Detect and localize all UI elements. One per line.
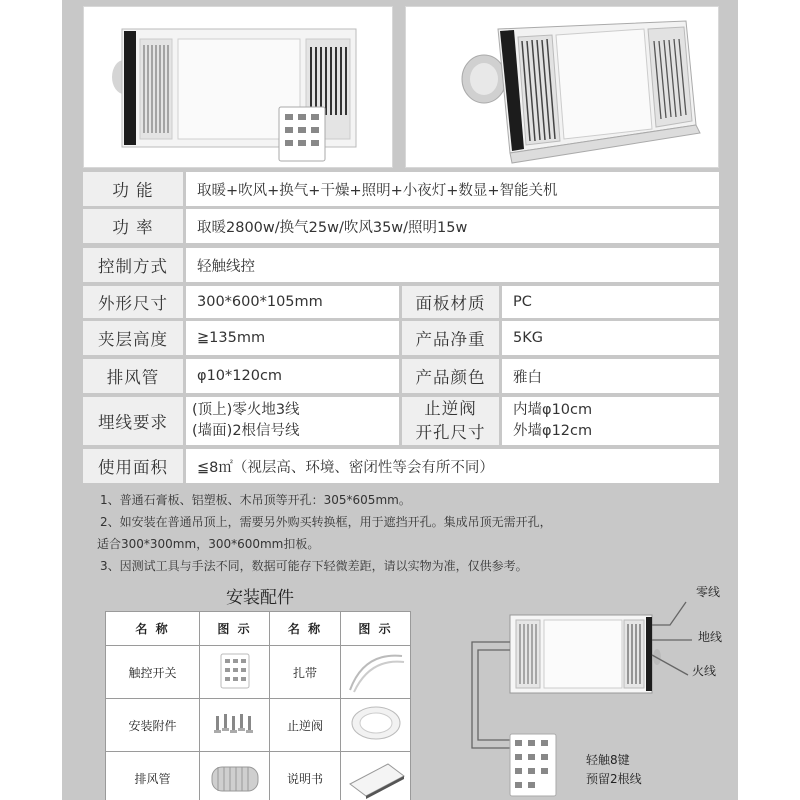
accessory-name: 扎带 [270, 646, 341, 699]
spec-label-secondary: 产品净重 [402, 321, 499, 355]
spec-row-size [83, 286, 719, 318]
spec-row-power [83, 209, 719, 243]
note-line: 3、因测试工具与手法不同，数据可能存下轻微差距，请以实物为准，仅供参考。 [100, 559, 528, 573]
spec-label-line: 止逆阀 [424, 399, 477, 418]
spec-row-duct [83, 359, 719, 393]
spec-value-line: (顶上)零火地3线 [192, 402, 300, 418]
accessory-image [341, 646, 411, 699]
spec-value [186, 397, 399, 445]
wire-label-zero: 零线 [696, 585, 721, 599]
accessory-name: 说明书 [270, 752, 341, 800]
table-row [106, 752, 411, 800]
install-notes [94, 489, 552, 577]
spec-value: φ10*120cm [186, 359, 399, 393]
spec-label-secondary [402, 397, 499, 445]
accessory-image [200, 752, 270, 800]
spec-value: 取暖2800w/换气25w/吹风35w/照明15w [186, 209, 719, 243]
spec-value: 轻触线控 [186, 248, 719, 282]
table-row [106, 699, 411, 752]
spec-label: 埋线要求 [83, 397, 183, 445]
column-header: 图 示 [341, 612, 411, 646]
heater-front-illustration [84, 7, 393, 168]
spec-value-line: (墙面)2根信号线 [192, 423, 300, 439]
spec-row-function [83, 172, 719, 206]
spec-row-area [83, 449, 719, 483]
cable-tie-icon [344, 648, 408, 694]
column-header: 名 称 [270, 612, 341, 646]
accessory-name: 触控开关 [106, 646, 200, 699]
spec-value: 取暖+吹风+换气+干燥+照明+小夜灯+数显+智能关机 [186, 172, 719, 206]
column-header: 图 示 [200, 612, 270, 646]
accessory-name: 止逆阀 [270, 699, 341, 752]
switch-caption-line1: 轻触8键 [586, 753, 630, 767]
spec-value-secondary: PC [502, 286, 719, 318]
manual-icon [344, 754, 408, 800]
spec-label: 控制方式 [83, 248, 183, 282]
spec-label-secondary: 产品颜色 [402, 359, 499, 393]
spec-value: ≧135mm [186, 321, 399, 355]
spec-label: 功 率 [83, 209, 183, 243]
wire-label-fire: 火线 [692, 664, 717, 678]
spec-label-line: 开孔尺寸 [415, 423, 486, 442]
spec-label-secondary: 面板材质 [402, 286, 499, 318]
check-valve-icon [346, 701, 406, 747]
accessory-image [341, 699, 411, 752]
exhaust-duct-icon [206, 755, 264, 799]
accessories-header-row [106, 612, 411, 646]
spec-value-secondary [502, 397, 719, 445]
spec-row-control [83, 248, 719, 282]
heater-angled-illustration [406, 7, 719, 168]
switch-caption-line2: 预留2根线 [586, 772, 642, 786]
spec-label: 功 能 [83, 172, 183, 206]
spec-row-height [83, 321, 719, 355]
spec-value: 300*600*105mm [186, 286, 399, 318]
product-photo-angled [405, 6, 719, 168]
accessory-image [341, 752, 411, 800]
spec-label: 使用面积 [83, 449, 183, 483]
spec-label: 排风管 [83, 359, 183, 393]
spec-label: 夹层高度 [83, 321, 183, 355]
wire-label-ground: 地线 [698, 630, 723, 644]
accessory-name: 安装附件 [106, 699, 200, 752]
spec-value-line: 内墙φ10cm [513, 402, 593, 418]
spec-value-secondary: 雅白 [502, 359, 719, 393]
mounting-hardware-icon [210, 706, 260, 742]
spec-value-secondary: 5KG [502, 321, 719, 355]
spec-row-wiring [83, 397, 719, 445]
spec-value-line: 外墙φ12cm [513, 423, 593, 439]
accessories-table [105, 611, 411, 800]
spec-value: ≦8㎡（视层高、环境、密闭性等会有所不同） [186, 449, 719, 483]
note-line: 1、普通石膏板、铝塑板、木吊顶等开孔：305*605mm。 [100, 493, 411, 507]
product-photo-front [83, 6, 393, 168]
spec-label: 外形尺寸 [83, 286, 183, 318]
accessory-image [200, 699, 270, 752]
touch-switch-icon [215, 651, 255, 691]
accessory-name: 排风管 [106, 752, 200, 800]
accessory-image [200, 646, 270, 699]
column-header: 名 称 [106, 612, 200, 646]
accessories-title: 安装配件 [226, 588, 294, 608]
note-line: 2、如安装在普通吊顶上，需要另外购买转换框，用于遮挡开孔。集成吊顶无需开孔， [100, 515, 552, 529]
table-row [106, 646, 411, 699]
note-line: 适合300*300mm，300*600mm扣板。 [97, 537, 320, 551]
